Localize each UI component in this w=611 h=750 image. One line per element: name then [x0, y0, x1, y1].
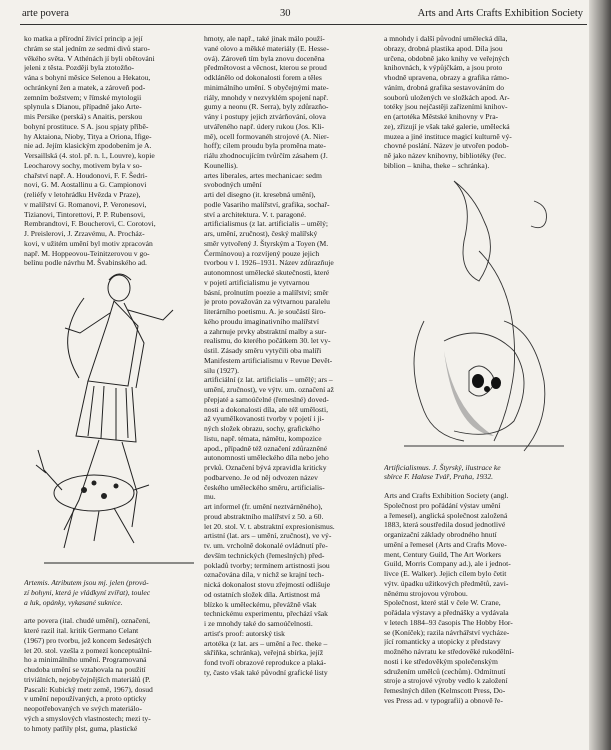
text-line: biblion – kniha, theke – schránka). — [384, 160, 490, 170]
column-3-bottom-text — [384, 491, 576, 706]
text-line: jeleni z těsta. Později byla ztotožňo- — [24, 63, 135, 73]
entry-line: prvků. Označení bývá zpravidla kriticky — [204, 463, 327, 472]
entry-line: ústil. Zásady směru vytyčili oba malíři — [204, 346, 322, 355]
entry-line: nická dokonalost stovu zřejmostí odlišuje — [204, 580, 331, 589]
text-line: v malířství G. Romanovi, P. Veronesovi, — [24, 199, 147, 209]
entry-line: artificialismus (z lat. artificialis – umělý; — [204, 219, 328, 229]
text-line: řemeslných dílen (Kelmscott Press, Do- — [384, 686, 506, 695]
entry-line: fond tvoří obrazové reprodukce a plaká- — [204, 658, 327, 667]
text-line: neopotřebovaných ve svých materiálo- — [24, 704, 142, 713]
entry-line: realismu, do kterého počátkem 30. let vy- — [204, 336, 331, 346]
caption-line: sbírce F. Halase Tvář, Praha, 1932. — [384, 472, 494, 482]
text-line: vány i postupy jejich ztvárňování, olova — [204, 112, 326, 121]
text-line: en (artotéka Městské knihovny v Pra- — [384, 112, 499, 121]
text-line: knihovnách, k výpůjčkám, a jsou proto — [384, 63, 503, 73]
text-line: stroje a strojové výroby vedlo k založení — [384, 676, 508, 686]
entry-line: proud abstraktního malířství z 50. a 60. — [204, 511, 324, 521]
text-line: umění a řemesel (Arts and Crafts Move- — [384, 539, 507, 549]
text-line: chovné poslání. Název je utvořen podob- — [384, 141, 509, 151]
column-1-bottom-text — [24, 616, 202, 733]
text-line: ho a minimálního umění. Programovaná — [24, 655, 147, 665]
text-line: let 20. stol. vzešla z pomezí konceptuální- — [24, 645, 152, 655]
text-line: určena, obdobně jako knihy ve veřejných — [384, 53, 510, 63]
text-line: jící romanticky a utopicky z představy — [384, 637, 501, 647]
text-line: Společnost pro pořádání výstav umění — [384, 500, 501, 510]
text-line: které razil ital. kritik Germano Celant — [24, 626, 139, 635]
entry-line: od ostatních složek díla. Artistnost má — [204, 589, 321, 599]
text-line: možného návratu ke středověké rukodělní- — [384, 647, 514, 656]
entry-line: tvorbou v l. 1926–1931. Název zdůrazňuje — [204, 258, 334, 268]
text-line: ová). Zároveň tím byla znovu doceněna — [204, 53, 325, 63]
artificialismus-illustration — [384, 171, 576, 463]
column-2-top-text — [204, 34, 386, 171]
column-2 — [204, 34, 386, 678]
text-line: Guild, Morris Company ad.), ale i jednot- — [384, 559, 511, 569]
entry-line: ství a architektura. V. t. paragoné. — [204, 209, 306, 219]
text-line: ochránkyní žen a matek, a zároveň pod- — [24, 82, 146, 92]
entry-line: podbarveno. Je od něj odvozen název — [204, 472, 318, 482]
entry-line: ty, často však také původní grafické listy — [204, 667, 328, 677]
entry-line: blízko k uměleckému, převážně však — [204, 599, 317, 609]
entry-line: přepjaté a samoúčelné (řemeslné) doved- — [204, 394, 329, 404]
entry-line: pokladů tvorby; termínem artistnosti jsou — [204, 560, 330, 570]
text-line: splynula s Dianou, případně jako Arte- — [24, 102, 142, 112]
entry-line: nosti a dokonalosti díla, ale též umělosti, — [204, 404, 329, 414]
entry-line: směr vytvořený J. Štyrským a Toyen (M. — [204, 238, 329, 248]
text-line: výtv. úpadku užitkových předmětů, zavi- — [384, 578, 509, 588]
text-line: vána s bohyní měsíce Selenou a Hekatou, — [24, 73, 151, 82]
caption-line: zí bohyni, která je vládkyní zvířat), toulec — [24, 587, 151, 597]
entry-line: arti del disegno (it. kresebná umění), — [204, 190, 316, 199]
text-line: livce (E. Walker). Jejich cílem bylo četit — [384, 569, 507, 578]
entry-line: podle Vasariho malířství, grafika, sochař- — [204, 199, 330, 209]
text-line: mě), ocell formovanéh strojové (A. Nier- — [204, 131, 329, 141]
text-line: bohyní prostituce. S A. jsou spjaty příbě- — [24, 121, 149, 131]
caption-line: a luk, opánky, vykasané suknice. — [24, 597, 123, 607]
page-number: 30 — [280, 8, 291, 19]
text-line: v letech 1884–93 časopis The Hobby Hor- — [384, 617, 513, 627]
entry-line: let 20. stol. V. t. abstraktní expresionismus. — [204, 521, 335, 531]
text-line: Kounellis). — [204, 160, 238, 170]
text-line: hy Aktaiona, Nioby, Titya a Oriona, Ifige- — [24, 131, 152, 141]
entry-line: v pojetí artificialismu je vytvarnou — [204, 277, 310, 287]
text-line: riálu zhodnocujícím tvůrčím zásahem (J. — [204, 151, 328, 160]
text-line: sdružením umělců (cechům). Odmítnutí — [384, 666, 506, 676]
text-line: se (Koníček); razila návrhářství vycháze- — [384, 627, 510, 637]
text-line: ně jako název knihovny, bibliotéky (řec. — [384, 151, 507, 160]
text-line: v umění nepoužívaných, a proto opticky — [24, 694, 147, 704]
text-line: utvářeného např. údery rukou (Jos. Kli- — [204, 121, 324, 131]
text-line: vhodně upravena, obrazy a grafika rámo- — [384, 73, 510, 82]
text-line: nosti i ke středověkým společenským — [384, 656, 498, 666]
text-line: něnému strojovou výrobou. — [384, 588, 468, 598]
text-line: Společnost, které stál v čele W. Crane, — [384, 598, 501, 608]
entry-line: mu. — [204, 492, 216, 502]
text-line: ment, Century Guild, The Art Workers — [384, 549, 502, 559]
entry-line: apod., případně též označení zdůrazněné — [204, 443, 328, 453]
text-line: totéky jsou nejčastěji zařízeními knihov- — [384, 102, 508, 112]
entry-line: autonomnosti uměleckého díla nebo jeho — [204, 453, 329, 463]
text-line: Versaillská (4. stol. př. n. l., Louvre), kopie — [24, 151, 155, 160]
text-line: předmětovost a věcnost, kterou se proud — [204, 63, 327, 73]
header-rule — [20, 24, 587, 25]
text-line: a řemesel), anglická společnost založená — [384, 510, 508, 520]
entry-line: i ze mnohdy také do samoúčelnosti. — [204, 619, 313, 628]
text-line: (1967) pro tvorbu, jež koncem šedesátých — [24, 635, 152, 645]
entry-line: ars, umění, zručnost), český malířský — [204, 229, 318, 238]
entry-line: ných složek obrazu, sochy, grafického — [204, 424, 320, 433]
entry-line: artes liberales, artes mechanicae: sedm — [204, 170, 322, 180]
text-line: 1883, která soustředila dosud jednotlivé — [384, 520, 506, 530]
text-line: ves Press ad. v typografii) a obnově ře- — [384, 695, 503, 705]
entry-line: básní, prolnutím poezie a malířství; směr — [204, 287, 329, 297]
text-line: Rembrandtovi, F. Boucherovi, C. Corotovi, — [24, 219, 156, 229]
entry-line: technickému experimentu, přechází však — [204, 609, 328, 619]
column-2-entries — [204, 171, 386, 678]
text-line: arte povera (ital. chudé umění), označení, — [24, 616, 151, 626]
header-right-term: Arts and Arts Crafts Exhibition Society — [417, 8, 583, 19]
text-line: Tizianovi, Tintorettovi, P. P. Rubensovi, — [24, 209, 146, 219]
entry-line: autonomnost umělecké skutečnosti, které — [204, 268, 330, 277]
text-line: novi, G. M. Aostallinu a G. Campionovi — [24, 180, 147, 190]
text-line: riály, mnohdy v nezvyklém spojení např. — [204, 92, 329, 102]
text-line: hmoty, ale např., také jinak málo použí- — [204, 34, 325, 43]
text-line: vané olovo a měkké materiály (E. Hesse- — [204, 43, 330, 53]
entry-line: artotéka (z lat. ars – umění a řec. theke – — [204, 638, 328, 648]
text-line: chudoba umění se vztahovala na použití — [24, 665, 146, 674]
entry-line: kého proudu imaginativního malířství — [204, 316, 319, 326]
column-1 — [24, 34, 202, 733]
artemis-figure-drawing — [24, 268, 202, 578]
entry-line: artistní (lat. ars – umění, zručnost), ve vý- — [204, 531, 332, 541]
entry-line: art informel (fr. umění neztvárněného), — [204, 502, 323, 511]
entry-line: literárního poetismu. A. je součástí širo- — [204, 307, 326, 316]
text-line: muzea a jiné instituce magicí kulturně vý- — [384, 131, 512, 141]
text-line: věkého světa. V Athénách jí byli obětováni — [24, 53, 155, 63]
text-line: hoff); cílem proudu byla proměna mate- — [204, 141, 326, 151]
column-3-top-text — [384, 34, 576, 171]
text-line: organizační základy obrodného hnutí — [384, 530, 497, 539]
entry-line: skříňka, schránka), veřejná sbírka, jejíž — [204, 648, 324, 658]
text-line: obrazy, drobná plastika apod. Díla jsou — [384, 43, 503, 53]
caption-line: Artemis. Atributem jsou mj. jelen (prová- — [24, 578, 149, 587]
artificialismus-caption — [384, 463, 576, 483]
text-line: váním, drobná grafika sestavováním do — [384, 82, 504, 92]
entry-line: umění, zručnost), ve výtv. um. označení až — [204, 385, 334, 394]
entry-line: Čermínovou) a rozvíjený pouze jejich — [204, 248, 320, 258]
text-line: Pascali: Kubický metr země, 1967), dosud — [24, 684, 153, 694]
entry-line: a zahrnuje prvky abstraktní malby a sur- — [204, 326, 327, 336]
text-line: gumy a neonu (R. Serra), byly zdůrazňo- — [204, 102, 329, 112]
text-line: to hmoty patřily plst, guma, plastické — [24, 723, 138, 733]
text-line: např. M. Hoppeovou-Teinitzerovou v go- — [24, 248, 150, 258]
artemis-illustration — [24, 268, 202, 578]
text-line: triviálních, nejobyčejnějších materiálů (P. — [24, 674, 151, 684]
text-line: Leocharovy sochy, motivem byla v so- — [24, 160, 143, 170]
entry-line: svobodných umění — [204, 180, 262, 190]
text-line: mis Persike (perská) s Anaitis, perskou — [24, 112, 143, 121]
entry-line: je proto považován za výtvarnou paralelu — [204, 297, 330, 307]
text-line: Arts and Crafts Exhibition Society (angl. — [384, 491, 509, 500]
text-line: zemním božstvem; v římské mytologii — [24, 92, 142, 102]
entry-line: Manifestem artificialismu v Revue Devět- — [204, 355, 333, 365]
text-line: odklánělo od dokonalosti forem a těles — [204, 73, 322, 82]
entry-line: tv. um. vrcholně dokonalé ovládnutí pře- — [204, 541, 328, 550]
book-binding-gutter — [589, 0, 611, 750]
column-3 — [384, 34, 576, 706]
text-line: souborů uložených ve složkách apod. Ar- — [384, 92, 510, 102]
entry-line: silu (1927). — [204, 365, 240, 375]
text-line: chrám se stal jedním ze sedmi divů staro- — [24, 43, 150, 53]
text-line: (reliéfy v letohrádku Hvězda v Praze), — [24, 190, 141, 199]
artemis-caption — [24, 578, 202, 607]
caption-line: Artificialismus. J. Štyrský, ilustrace ke — [384, 462, 501, 472]
text-line: minimálního umění. S obyčejnými mate- — [204, 82, 329, 92]
text-line: chařství např. A. Houdonovi, F. F. Šedri- — [24, 170, 148, 180]
entry-line: označována díla, v nichž se krajní tech- — [204, 570, 324, 580]
entry-line: českého uměleckého směru, artificialis- — [204, 482, 325, 492]
text-line: J. Preislerovi, J. Zrzavému, A. Procház- — [24, 229, 145, 238]
text-line: a mnohdy i další původní umělecká díla, — [384, 34, 508, 43]
text-line: belínu podle návrhu M. Švabinského ad. — [24, 258, 147, 268]
header-left-term: arte povera — [22, 8, 69, 19]
text-line: pořádala výstavy a přednášky a vydávala — [384, 608, 509, 617]
entry-line: až vyumělkovanosti tvorby v pojetí i ji- — [204, 414, 325, 424]
entry-line: devším technických (řemeslných) před- — [204, 550, 325, 560]
text-line: vých a smyslových vlastnostech; mezi ty- — [24, 713, 151, 723]
text-line: ko matka a přírodní živící princip a její — [24, 34, 143, 43]
entry-line: artificiální (z lat. artificialis – umělý; ars – — [204, 375, 333, 385]
artificialismus-drawing — [384, 171, 576, 463]
entry-line: artist's proof: autorský tisk — [204, 628, 285, 638]
text-line: nie ad. Jejím klasickým zpodobením je A. — [24, 141, 152, 151]
entry-line: listu, např. témata, námětu, kompozice — [204, 433, 322, 443]
text-line: kovi, v užitém umění byl motiv zpracován — [24, 238, 153, 248]
text-line: ze), zřizují je však také galerie, umělecká — [384, 121, 510, 131]
column-1-top-text — [24, 34, 202, 268]
running-header — [10, 8, 583, 24]
